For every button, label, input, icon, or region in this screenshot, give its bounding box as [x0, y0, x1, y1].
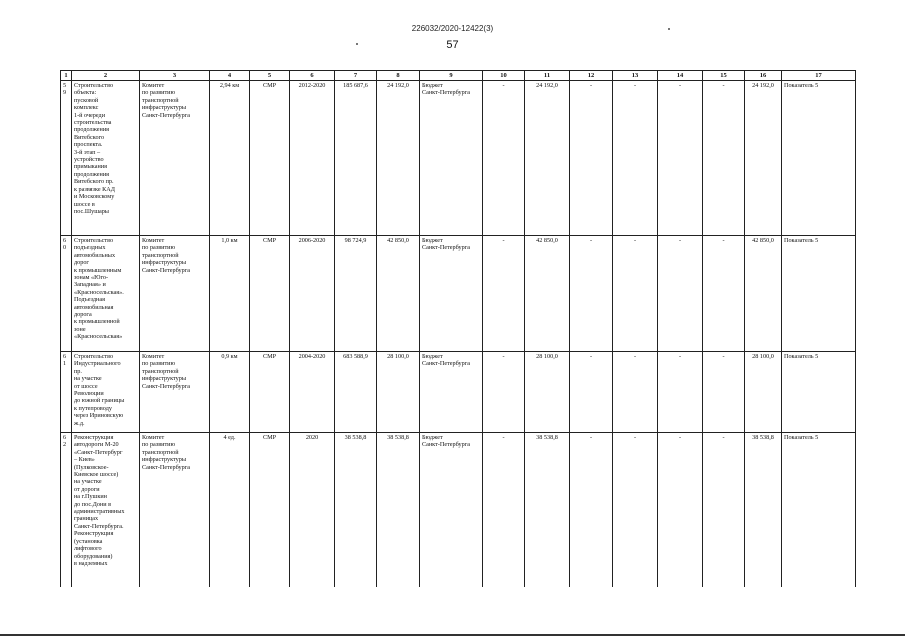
col-15: -: [703, 81, 745, 236]
agency: Комитет по развитию транспортной инфраструктуры Санкт-Петербурга: [140, 433, 210, 588]
table-row: [61, 433, 856, 588]
capacity: 0,9 км: [210, 352, 250, 433]
col-13: -: [613, 352, 658, 433]
col-11: 38 538,8: [525, 433, 570, 588]
funding-source: Бюджет Санкт-Петербурга: [420, 352, 483, 433]
funding-source: Бюджет Санкт-Петербурга: [420, 81, 483, 236]
amount: 42 850,0: [377, 236, 420, 352]
amount: 38 538,8: [377, 433, 420, 588]
row-number: 62: [61, 433, 72, 588]
col-13: -: [613, 236, 658, 352]
header-cell: 10: [483, 71, 525, 81]
col-11: 28 100,0: [525, 352, 570, 433]
col-12: -: [570, 81, 613, 236]
indicator: Показатель 5: [782, 433, 856, 588]
header-cell: 2: [72, 71, 140, 81]
capacity: 4 ед.: [210, 433, 250, 588]
period: 2020: [290, 433, 335, 588]
work-type: СМР: [250, 352, 290, 433]
header-cell: 6: [290, 71, 335, 81]
col-14: -: [658, 236, 703, 352]
agency: Комитет по развитию транспортной инфраструктуры Санкт-Петербурга: [140, 81, 210, 236]
capacity: 2,94 км: [210, 81, 250, 236]
col-13: -: [613, 433, 658, 588]
col-10: -: [483, 433, 525, 588]
col-15: -: [703, 352, 745, 433]
header-cell: 13: [613, 71, 658, 81]
table-row: [61, 352, 856, 433]
scan-speck: [356, 43, 358, 45]
col-10: -: [483, 352, 525, 433]
header-cell: 8: [377, 71, 420, 81]
project-name: Строительство объекта: пусковой комплекс 1-й очереди строительства продолжения Витебского проспекта. 3-й этап – устройство примыкания продолжения Витебского пр. к развязке КАД и Московскому шоссе в пос.Шушары: [72, 81, 140, 236]
row-number: 59: [61, 81, 72, 236]
header-cell: 12: [570, 71, 613, 81]
header-cell: 17: [782, 71, 856, 81]
period: 2006-2020: [290, 236, 335, 352]
agency: Комитет по развитию транспортной инфраструктуры Санкт-Петербурга: [140, 236, 210, 352]
col-16: 28 100,0: [745, 352, 782, 433]
scan-edge: [0, 634, 905, 636]
col-16: 38 538,8: [745, 433, 782, 588]
header-row: [61, 71, 856, 81]
period: 2004-2020: [290, 352, 335, 433]
header-cell: 15: [703, 71, 745, 81]
funding-source: Бюджет Санкт-Петербурга: [420, 433, 483, 588]
col-12: -: [570, 236, 613, 352]
table-row: [61, 236, 856, 352]
col-16: 24 192,0: [745, 81, 782, 236]
col-16: 42 850,0: [745, 236, 782, 352]
scan-speck: [668, 28, 670, 30]
col-10: -: [483, 236, 525, 352]
work-type: СМР: [250, 433, 290, 588]
col-14: -: [658, 352, 703, 433]
total-cost: 38 538,8: [335, 433, 377, 588]
header-cell: 3: [140, 71, 210, 81]
project-name: Строительство Индустриального пр. на участке от шоссе Революции до южной границы к путепроводу через Ириновскую ж.д.: [72, 352, 140, 433]
header-cell: 16: [745, 71, 782, 81]
header-cell: 4: [210, 71, 250, 81]
indicator: Показатель 5: [782, 352, 856, 433]
header-cell: 1: [61, 71, 72, 81]
header-cell: 7: [335, 71, 377, 81]
total-cost: 185 687,6: [335, 81, 377, 236]
total-cost: 683 588,9: [335, 352, 377, 433]
col-10: -: [483, 81, 525, 236]
capacity: 1,0 км: [210, 236, 250, 352]
amount: 24 192,0: [377, 81, 420, 236]
amount: 28 100,0: [377, 352, 420, 433]
col-15: -: [703, 433, 745, 588]
project-name: Реконструкция автодороги М-20 «Санкт-Петербург – Киев» (Пулковское- Киевское шоссе) на участке от дороги на г.Пушкин до пос.Дони в административных границах Санкт-Петербурга. Реконструкция (установка лифтового оборудования) в надземных: [72, 433, 140, 588]
project-name: Строительство подъездных автомобильных дорог к промышленным зонам «Юго- Западная» и «Красносельская». Подъездная автомобильная дорога к промышленной зоне «Красносельская»: [72, 236, 140, 352]
agency: Комитет по развитию транспортной инфраструктуры Санкт-Петербурга: [140, 352, 210, 433]
total-cost: 98 724,9: [335, 236, 377, 352]
col-11: 24 192,0: [525, 81, 570, 236]
col-14: -: [658, 81, 703, 236]
col-15: -: [703, 236, 745, 352]
indicator: Показатель 5: [782, 236, 856, 352]
row-number: 61: [61, 352, 72, 433]
header-cell: 14: [658, 71, 703, 81]
document-id: 226032/2020-12422(3): [411, 24, 494, 33]
header-cell: 5: [250, 71, 290, 81]
work-type: СМР: [250, 81, 290, 236]
header-cell: 11: [525, 71, 570, 81]
table-row: [61, 81, 856, 236]
row-number: 60: [61, 236, 72, 352]
col-12: -: [570, 352, 613, 433]
work-type: СМР: [250, 236, 290, 352]
header-cell: 9: [420, 71, 483, 81]
page-number: 57: [446, 39, 459, 51]
col-14: -: [658, 433, 703, 588]
indicator: Показатель 5: [782, 81, 856, 236]
funding-source: Бюджет Санкт-Петербурга: [420, 236, 483, 352]
col-12: -: [570, 433, 613, 588]
col-11: 42 850,0: [525, 236, 570, 352]
period: 2012-2020: [290, 81, 335, 236]
col-13: -: [613, 81, 658, 236]
project-table: [60, 70, 856, 587]
